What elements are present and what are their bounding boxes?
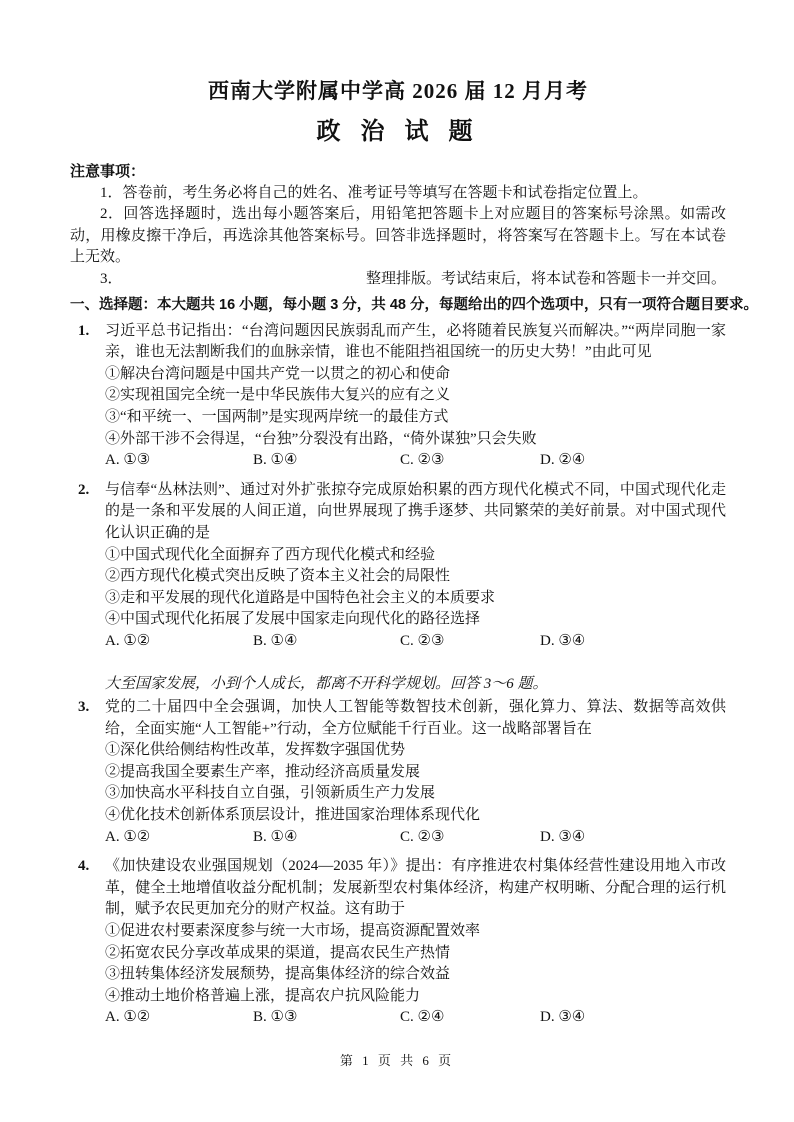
question-3-choice-1: ①深化供给侧结构性改革，发挥数字强国优势 xyxy=(105,742,406,759)
question-4-choice-1: ①促进农村要素深度参与统一大市场，提高资源配置效率 xyxy=(105,923,481,939)
question-3-choice-2: ②提高我国全要素生产率，推动经济高质量发展 xyxy=(105,763,421,780)
question-1-choice-3: ③“和平统一、一国两制”是实现两岸统一的最佳方式 xyxy=(105,408,449,425)
question-1-option-a: A. ①③ xyxy=(105,452,151,469)
question-4-body xyxy=(105,856,726,1029)
question-3-option-c: C. ②③ xyxy=(400,828,445,845)
notice-item-3-text: 整理排版。考试结束后，将本试卷和答题卡一并交回。 xyxy=(365,270,726,287)
question-3-option-d: D. ③④ xyxy=(540,828,586,845)
question-1-option-c: C. ②③ xyxy=(400,452,445,469)
notice-item-3-number: 3． xyxy=(100,270,123,287)
exam-subject-title: 政 治 试 题 xyxy=(316,119,480,145)
question-1-choice-1: ①解决台湾问题是中国共产党一以贯之的初心和使命 xyxy=(105,365,451,382)
question-3 xyxy=(70,697,726,848)
question-4-option-b: B. ①③ xyxy=(253,1009,298,1026)
question-4-stem: 《加快建设农业强国规划（2024—2035 年）》提出：有序推进农村集体经营性建设用地入市改革，健全土地增值收益分配机制；发展新型农村集体经济，构建产权明晰、分配合理的运行机制，赋予农民更加充分的财产权益。这有助于 xyxy=(105,858,726,918)
question-1-body xyxy=(105,321,726,472)
question-4-choice-2: ②拓宽农民分享改革成果的渠道，提高农民生产热情 xyxy=(105,944,451,961)
question-3-option-b: B. ①④ xyxy=(253,828,298,845)
question-2-option-a: A. ①② xyxy=(105,632,151,649)
question-3-choice-4: ④优化技术创新体系顶层设计，推进国家治理体系现代化 xyxy=(105,807,481,824)
notice-item-2: 2．回答选择题时，选出每小题答案后，用铅笔把答题卡上对应题目的答案标号涂黑。如需改动，用橡皮擦干净后，再选涂其他答案标号。回答非选择题时，将答案写在答题卡上。写在本试卷上无效。 xyxy=(70,206,726,266)
question-2-stem: 与信奉“丛林法则”、通过对外扩张掠夺完成原始积累的西方现代化模式不同，中国式现代化走的是一条和平发展的人间正道，向世界展现了携手逐梦、共同繁荣的美好前景。对中国式现代化认识正确的是 xyxy=(105,481,726,541)
question-4-option-d: D. ③④ xyxy=(540,1009,586,1026)
question-4-option-a: A. ①② xyxy=(105,1009,151,1026)
notice-section xyxy=(70,161,726,291)
question-4-number: 4. xyxy=(78,858,90,875)
question-4-choice-4: ④推动土地价格普遍上涨，提高农户抗风险能力 xyxy=(105,987,421,1004)
notice-item-3 xyxy=(70,269,726,291)
question-4-options xyxy=(105,1007,726,1029)
question-2 xyxy=(70,480,726,653)
question-2-choice-4: ④中国式现代化拓展了发展中国家走向现代化的路径选择 xyxy=(105,611,481,628)
question-1 xyxy=(70,321,726,472)
question-4-choice-3: ③扭转集体经济发展颓势，提高集体经济的综合效益 xyxy=(105,966,451,983)
question-1-choice-4: ④外部干涉不会得逞，“台独”分裂没有出路，“倚外谋独”只会失败 xyxy=(105,430,537,447)
question-3-option-a: A. ①② xyxy=(105,828,151,845)
question-2-choice-3: ③走和平发展的现代化道路是中国特色社会主义的本质要求 xyxy=(105,589,496,606)
question-1-option-b: B. ①④ xyxy=(253,452,298,469)
question-1-options xyxy=(105,450,726,472)
notice-heading: 注意事项： xyxy=(70,163,146,180)
page-footer: 第 1 页 共 6 页 xyxy=(339,1053,455,1069)
section-1-heading: 一、选择题：本大题共 16 小题，每小题 3 分，共 48 分，每题给出的四个选项中，只有一项符合题目要求。 xyxy=(70,296,758,313)
question-1-option-d: D. ②④ xyxy=(540,452,586,469)
question-1-number: 1. xyxy=(78,322,90,339)
question-1-choice-2: ②实现祖国完全统一是中华民族伟大复兴的应有之义 xyxy=(105,387,451,404)
question-4-option-c: C. ②④ xyxy=(400,1009,445,1026)
question-1-stem: 习近平总书记指出：“台湾问题因民族弱乱而产生，必将随着民族复兴而解决。”“两岸同胞一家亲，谁也无法割断我们的血脉亲情，谁也不能阻挡祖国统一的历史大势！”由此可见 xyxy=(105,322,726,361)
question-3-number: 3. xyxy=(78,699,90,716)
question-4 xyxy=(70,856,726,1029)
question-2-number: 2. xyxy=(78,481,90,498)
question-3-body xyxy=(105,697,726,848)
exam-title: 西南大学附属中学高 2026 届 12 月月考 xyxy=(208,79,588,103)
question-2-options xyxy=(105,631,726,653)
notice-item-1: 1．答卷前，考生务必将自己的姓名、准考证号等填写在答题卡和试卷指定位置上。 xyxy=(100,184,648,201)
questions-3-6-lead: 大至国家发展，小到个人成长，都离不开科学规划。回答 3～6 题。 xyxy=(105,676,548,693)
question-2-option-c: C. ②③ xyxy=(400,632,445,649)
question-2-option-b: B. ①④ xyxy=(253,632,298,649)
question-3-choice-3: ③加快高水平科技自立自强，引领新质生产力发展 xyxy=(105,785,436,802)
question-2-body xyxy=(105,480,726,653)
question-2-option-d: D. ③④ xyxy=(540,632,586,649)
question-3-stem: 党的二十届四中全会强调，加快人工智能等数智技术创新，强化算力、算法、数据等高效供给，全面实施“人工智能+”行动，全方位赋能千行百业。这一战略部署旨在 xyxy=(105,699,726,737)
question-3-options xyxy=(105,827,726,849)
question-2-choice-2: ②西方现代化模式突出反映了资本主义社会的局限性 xyxy=(105,568,451,585)
question-2-choice-1: ①中国式现代化全面摒弃了西方现代化模式和经验 xyxy=(105,546,436,563)
